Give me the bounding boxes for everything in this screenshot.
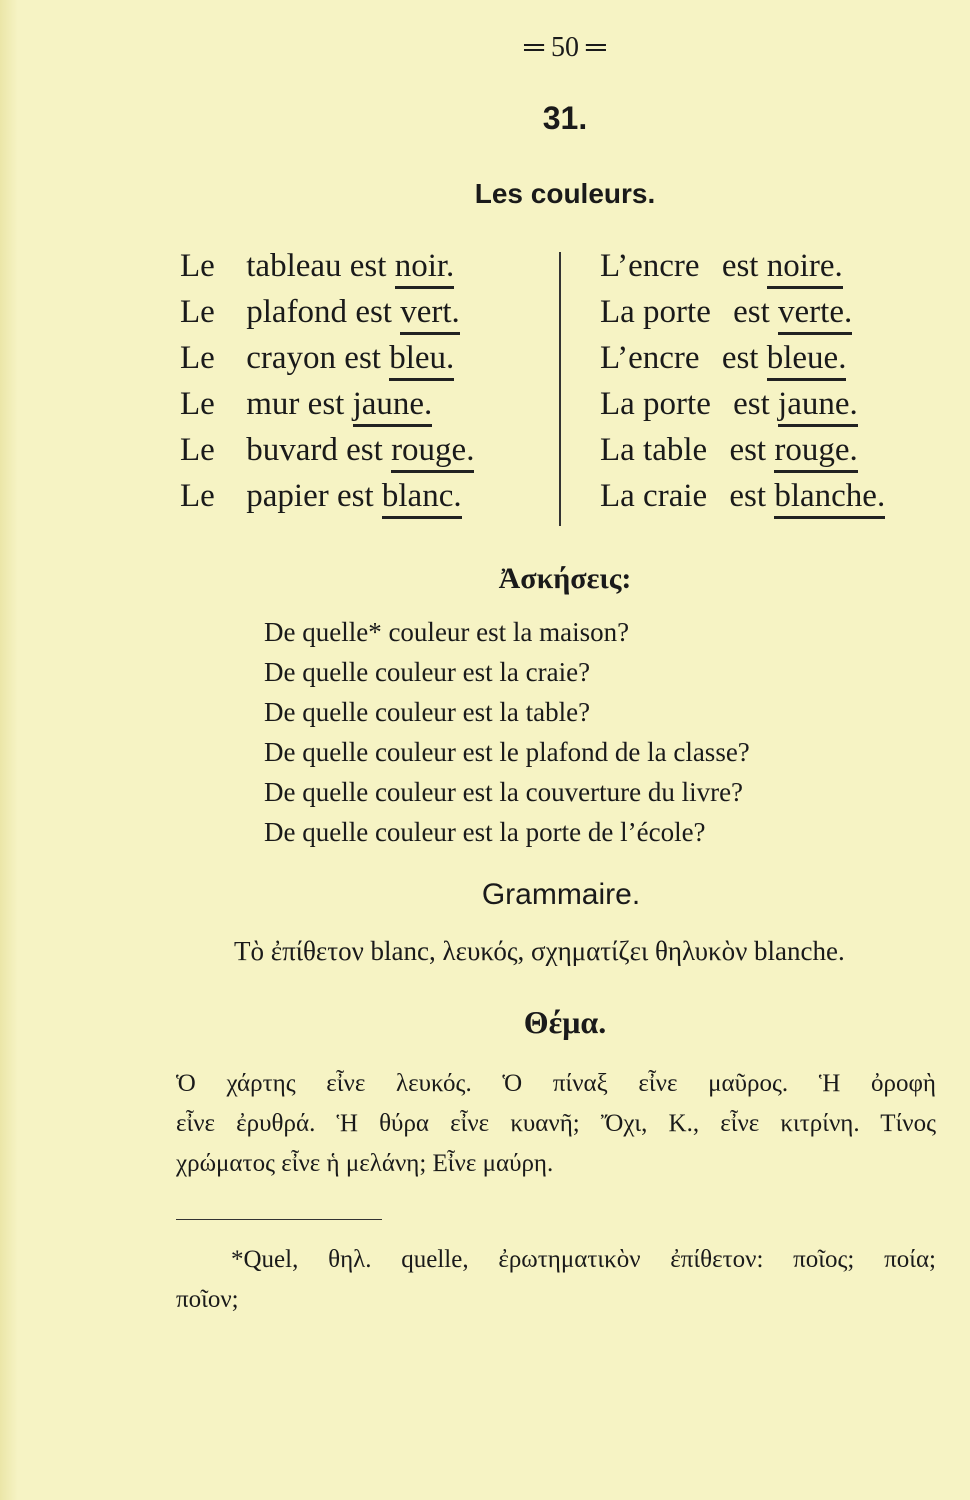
page-number: ═ 50 ═ xyxy=(524,32,606,63)
exercises-title: Ἀσκήσεις: xyxy=(498,562,632,595)
page-edge xyxy=(0,0,18,1500)
masculine-row: Le tableau est noir. xyxy=(180,246,474,292)
masculine-row: Le buvard est rouge. xyxy=(180,430,474,476)
adjective: vert. xyxy=(400,294,460,335)
question-line: De quelle* couleur est la maison? xyxy=(264,617,630,647)
grammar-title: Grammaire. xyxy=(481,878,641,911)
question-line: De quelle couleur est la craie? xyxy=(264,657,591,687)
footnote-line: *Quel, θηλ. quelle, ἐρωτηματικὸν ἐπίθετον: ποῖος; ποία; xyxy=(231,1246,936,1273)
feminine-row: L’encre est noire. xyxy=(600,246,885,292)
adjective: rouge. xyxy=(391,432,474,473)
grammar-text: Τὸ ἐπίθετον blanc, λευκός, σχηματίζει θηλυκὸν blanche. xyxy=(234,936,845,966)
footnote xyxy=(176,1240,936,1320)
feminine-row: La craie est blanche. xyxy=(600,476,885,522)
lesson-number: 31. xyxy=(542,100,588,136)
feminine-row: La porte est verte. xyxy=(600,292,885,338)
adjective: bleu. xyxy=(389,340,454,381)
masculine-row: Le crayon est bleu. xyxy=(180,338,474,384)
adjective: jaune. xyxy=(778,386,858,427)
footnote-rule xyxy=(176,1219,382,1220)
masculine-column xyxy=(180,246,474,522)
adjective: noire. xyxy=(767,248,843,289)
theme-line: χρώματος εἶνε ἡ μελάνη; Εἶνε μαύρη. xyxy=(176,1150,554,1177)
adjective: bleue. xyxy=(767,340,847,381)
question-line: De quelle couleur est le plafond de la classe? xyxy=(264,737,750,767)
feminine-row: La table est rouge. xyxy=(600,430,885,476)
masculine-row: Le papier est blanc. xyxy=(180,476,474,522)
question-line: De quelle couleur est la table? xyxy=(264,697,591,727)
theme-line: εἶνε ἐρυθρά. Ἡ θύρα εἶνε κυανῆ; Ὄχι, Κ., εἶνε κιτρίνη. Τίνος xyxy=(176,1110,936,1137)
adjective: blanc. xyxy=(382,478,462,519)
adjective: blanche. xyxy=(774,478,885,519)
adjective: rouge. xyxy=(774,432,857,473)
masculine-row: Le mur est jaune. xyxy=(180,384,474,430)
theme-title: Θέμα. xyxy=(523,1004,607,1040)
theme-text xyxy=(176,1064,936,1184)
question-line: De quelle couleur est la couverture du livre? xyxy=(264,777,744,807)
feminine-row: L’encre est bleue. xyxy=(600,338,885,384)
adjective: verte. xyxy=(778,294,852,335)
theme-line: Ὁ χάρτης εἶνε λευκός. Ὁ πίναξ εἶνε μαῦρος. Ἡ ὀροφὴ xyxy=(176,1070,936,1097)
footnote-line: ποῖον; xyxy=(176,1286,239,1313)
feminine-row: La porte est jaune. xyxy=(600,384,885,430)
column-divider xyxy=(559,252,561,526)
feminine-column xyxy=(600,246,885,522)
adjective: jaune. xyxy=(353,386,433,427)
lesson-title: Les couleurs. xyxy=(474,178,656,209)
masculine-row: Le plafond est vert. xyxy=(180,292,474,338)
exercise-questions xyxy=(264,614,750,854)
adjective: noir. xyxy=(395,248,455,289)
question-line: De quelle couleur est la porte de l’école? xyxy=(264,817,706,847)
